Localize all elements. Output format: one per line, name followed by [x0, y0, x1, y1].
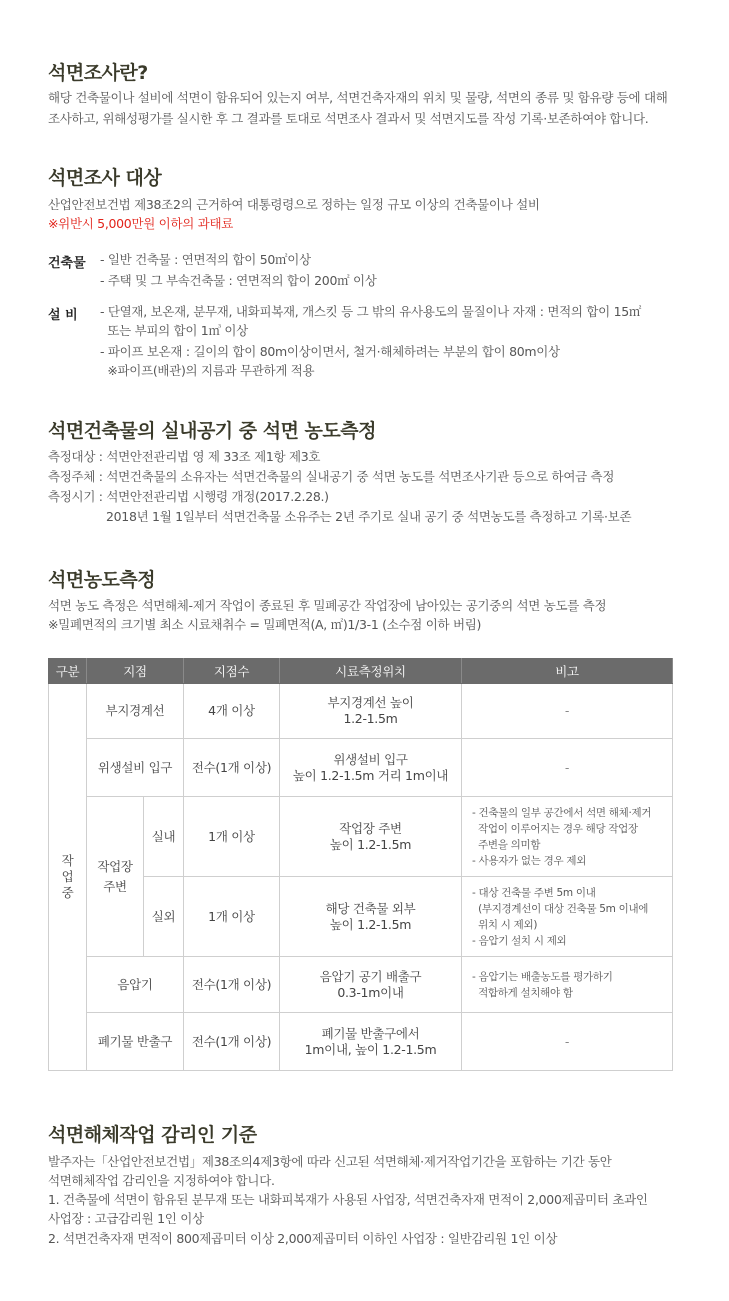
- note-cell: - 음압기는 배출농도를 평가하기 적합하게 설치해야 함: [462, 957, 673, 1013]
- paragraph: 해당 건축물이나 설비에 석면이 함유되어 있는지 여부, 석면건축자재의 위치 및 물량, 석면의 종류 및 함유량 등에 대해: [48, 90, 668, 105]
- table-header: 구분: [49, 659, 87, 684]
- penalty-notice: ※위반시 5,000만원 이하의 과태료: [48, 216, 234, 231]
- location-cell: 위생설비 입구 높이 1.2-1.5m 거리 1m이내: [280, 739, 462, 797]
- note-cell: - 건축물의 일부 공간에서 석면 해체·제거 작업이 이루어지는 경우 해당 작업장 주변을 의미함 - 사용자가 없는 경우 제외: [462, 797, 673, 877]
- group-cell: 작 업 중: [49, 684, 87, 1071]
- table-row: [49, 957, 673, 1013]
- equipment-item: 또는 부피의 합이 1㎥ 이상: [100, 323, 248, 338]
- building-item: - 주택 및 그 부속건축물 : 연면적의 합이 200㎡ 이상: [100, 273, 377, 288]
- paragraph: 측정주체 : 석면건축물의 소유자는 석면건축물의 실내공기 중 석면 농도를 석면조사기관 등으로 하여금 측정: [48, 469, 615, 484]
- table-row: [49, 1013, 673, 1071]
- location-cell: 폐기물 반출구에서 1m이내, 높이 1.2-1.5m: [280, 1013, 462, 1071]
- paragraph: 측정시기 : 석면안전관리법 시행령 개정(2017.2.28.): [48, 489, 329, 504]
- section-title-supervisor: 석면해체작업 감리인 기준: [48, 1124, 257, 1146]
- section-title-concentration: 석면농도측정: [48, 569, 156, 591]
- note-cell: -: [462, 1013, 673, 1071]
- location-cell: 작업장 주변 높이 1.2-1.5m: [280, 797, 462, 877]
- note-cell: - 대상 건축물 주변 5m 이내 (부지경계선이 대상 건축물 5m 이내에 위치 시 제외) - 음압기 설치 시 제외: [462, 877, 673, 957]
- paragraph: 측정대상 : 석면안전관리법 영 제 33조 제1항 제3호: [48, 449, 321, 464]
- equipment-item: - 파이프 보온재 : 길이의 합이 80m이상이면서, 철거·해체하려는 부분의 합이 80m이상: [100, 344, 560, 359]
- list-item: 사업장 : 고급감리원 1인 이상: [48, 1211, 204, 1226]
- equipment-note: ※파이프(배관)의 지름과 무관하게 적용: [100, 363, 315, 378]
- equipment-item: - 단열재, 보온재, 분무재, 내화피복재, 개스킷 등 그 밖의 유사용도의 물질이나 자재 : 면적의 합이 15㎡: [100, 304, 642, 319]
- equipment-label: 설 비: [48, 308, 78, 323]
- note-cell: -: [462, 739, 673, 797]
- measurement-table: [48, 658, 673, 1071]
- paragraph: 석면해체작업 감리인을 지정하여야 합니다.: [48, 1173, 275, 1188]
- paragraph: 발주자는「산업안전보건법」제38조의4제3항에 따라 신고된 석면해체·제거작업기간을 포함하는 기간 동안: [48, 1154, 612, 1169]
- location-cell: 음압기 공기 배출구 0.3-1m이내: [280, 957, 462, 1013]
- table-header-row: [49, 659, 673, 684]
- list-item: 1. 건축물에 석면이 함유된 분무재 또는 내화피복재가 사용된 사업장, 석면건축자재 면적이 2,000제곱미터 초과인: [48, 1192, 648, 1207]
- building-item: - 일반 건축물 : 연면적의 합이 50㎡이상: [100, 252, 311, 267]
- table-header: 비고: [462, 659, 673, 684]
- paragraph: 산업안전보건법 제38조2의 근거하여 대통령령으로 정하는 일정 규모 이상의 건축물이나 설비: [48, 197, 540, 212]
- section-title-target: 석면조사 대상: [48, 167, 162, 189]
- note-cell: -: [462, 684, 673, 739]
- point-cell: 폐기물 반출구: [87, 1013, 184, 1071]
- paragraph: 석면 농도 측정은 석면해체-제거 작업이 종료된 후 밀폐공간 작업장에 남아있는 공기중의 석면 농도를 측정: [48, 598, 607, 613]
- count-cell: 전수(1개 이상): [184, 957, 280, 1013]
- table-row: [49, 684, 673, 739]
- paragraph: 조사하고, 위해성평가를 실시한 후 그 결과를 토대로 석면조사 결과서 및 석면지도를 작성 기록·보존하여야 합니다.: [48, 111, 649, 126]
- location-cell: 해당 건축물 외부 높이 1.2-1.5m: [280, 877, 462, 957]
- point-cell: 실외: [144, 877, 184, 957]
- count-cell: 1개 이상: [184, 797, 280, 877]
- section-title-survey: 석면조사란?: [48, 62, 148, 84]
- formula-note: ※밀폐면적의 크기별 최소 시료채취수 = 밀폐면적(A, ㎡)1/3-1 (소수점 이하 버림): [48, 617, 482, 632]
- count-cell: 전수(1개 이상): [184, 1013, 280, 1071]
- count-cell: 1개 이상: [184, 877, 280, 957]
- list-item: 2. 석면건축자재 면적이 800제곱미터 이상 2,000제곱미터 이하인 사업장 : 일반감리원 1인 이상: [48, 1231, 558, 1246]
- location-cell: 부지경계선 높이 1.2-1.5m: [280, 684, 462, 739]
- table-header: 지점수: [184, 659, 280, 684]
- workplace-cell: 작업장 주변: [87, 797, 144, 957]
- table-header: 시료측정위치: [280, 659, 462, 684]
- point-cell: 부지경계선: [87, 684, 184, 739]
- table-row: [49, 797, 673, 877]
- count-cell: 전수(1개 이상): [184, 739, 280, 797]
- point-cell: 음압기: [87, 957, 184, 1013]
- point-cell: 위생설비 입구: [87, 739, 184, 797]
- building-label: 건축물: [48, 256, 86, 271]
- point-cell: 실내: [144, 797, 184, 877]
- paragraph: 2018년 1월 1일부터 석면건축물 소유주는 2년 주기로 실내 공기 중 석면농도를 측정하고 기록·보존: [106, 509, 632, 524]
- count-cell: 4개 이상: [184, 684, 280, 739]
- table-row: [49, 739, 673, 797]
- table-header: 지점: [87, 659, 184, 684]
- section-title-indoor-air: 석면건축물의 실내공기 중 석면 농도측정: [48, 420, 376, 442]
